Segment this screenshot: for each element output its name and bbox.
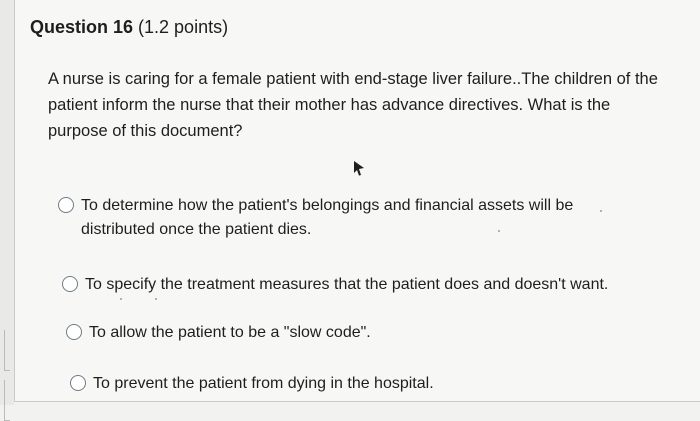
- answer-option-4[interactable]: [70, 372, 670, 396]
- screen-speck: [120, 298, 122, 300]
- answer-option-3[interactable]: [66, 321, 666, 345]
- answer-option-1[interactable]: [58, 194, 578, 242]
- answer-option-label[interactable]: To allow the patient to be a "slow code".: [89, 324, 371, 341]
- screen-speck: [600, 210, 602, 212]
- question-title: Question 16: [30, 17, 134, 37]
- question-points: (1.2 points): [133, 17, 229, 37]
- radio-button-icon[interactable]: [62, 276, 78, 292]
- answer-option-2[interactable]: [62, 273, 662, 297]
- radio-button-icon[interactable]: [66, 324, 82, 340]
- left-edge-panel: [0, 0, 14, 405]
- radio-button-icon[interactable]: [70, 375, 86, 391]
- answer-option-label[interactable]: To determine how the patient's belongings and financial assets will be distributed once the patient dies.: [81, 197, 574, 238]
- arrow-cursor-icon: [352, 160, 366, 176]
- question-header: [30, 14, 228, 40]
- radio-button-icon[interactable]: [58, 197, 74, 213]
- answer-option-label[interactable]: To specify the treatment measures that the patient does and doesn't want.: [85, 276, 609, 293]
- answer-option-label[interactable]: To prevent the patient from dying in the hospital.: [93, 375, 434, 392]
- screen-speck: [498, 230, 500, 232]
- edge-bracket: [4, 330, 10, 371]
- edge-bracket: [4, 380, 10, 421]
- screen-speck: [155, 298, 157, 300]
- question-text: A nurse is caring for a female patient with end-stage liver failure..The children of the patient inform the nurse that their mother has advance directives. What is the purpose of this document?: [48, 70, 658, 140]
